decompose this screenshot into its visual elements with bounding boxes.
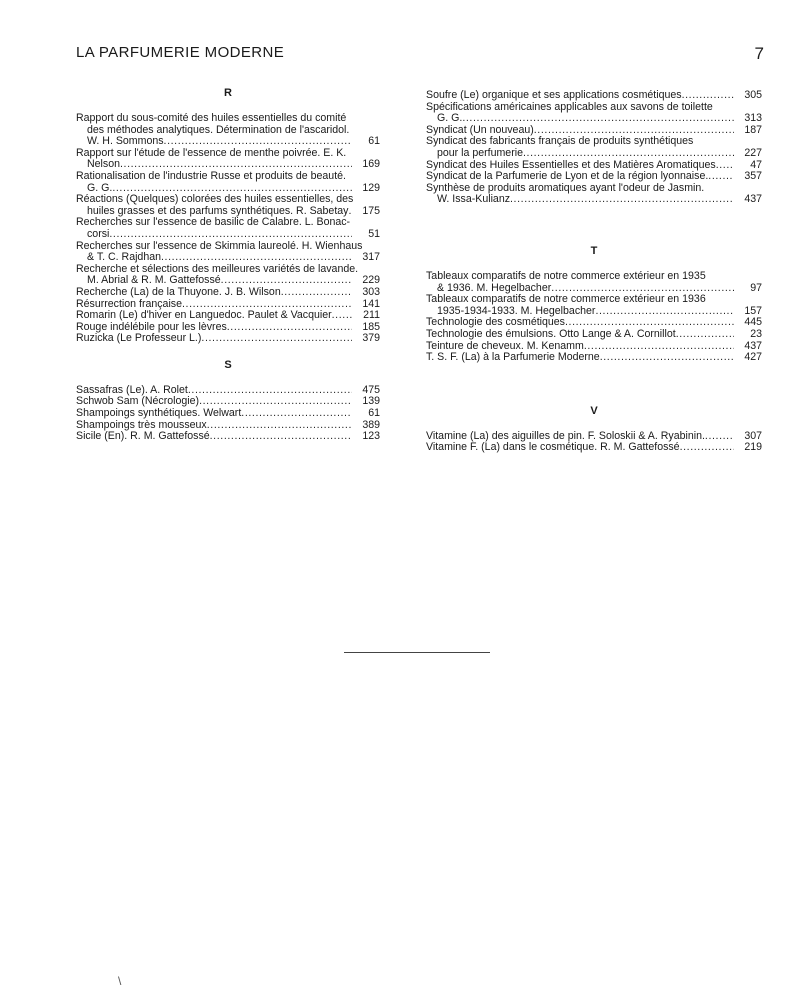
- index-entry: [76, 194, 380, 217]
- index-entry: [426, 102, 762, 125]
- entry-page-number: 307: [744, 429, 762, 442]
- dot-leader: [210, 431, 352, 443]
- entry-title-line: Rouge indélébile pour les lèvres: [76, 320, 227, 333]
- index-entry: [426, 271, 762, 294]
- running-head: LA PARFUMERIE MODERNE: [76, 44, 285, 61]
- entry-title-line: Shampoings très mousseux: [76, 418, 207, 431]
- dot-leader: [600, 352, 734, 364]
- entry-title-line: Recherche (La) de la Thuyone. J. B. Wilson: [76, 285, 281, 298]
- entry-page-number: 139: [362, 395, 380, 408]
- index-section-continued: [426, 90, 762, 206]
- entry-title-line: Nelson: [87, 158, 120, 171]
- entry-title-line: Réactions (Quelques) colorées des huiles essentielles, des: [76, 193, 354, 206]
- entry-title-line: Romarin (Le) d'hiver en Languedoc. Paulet & Vacquier: [76, 309, 332, 322]
- entry-page-number: 475: [362, 383, 380, 396]
- entry-title-line: Rapport sur l'étude de l'essence de menthe poivrée. E. K.: [76, 146, 347, 159]
- entry-last-line: [426, 329, 762, 341]
- entry-page-number: 61: [368, 135, 380, 148]
- index-entry: [76, 148, 380, 171]
- entry-page-number: 427: [744, 351, 762, 364]
- entry-page-number: 317: [362, 251, 380, 264]
- stray-mark: \: [118, 974, 122, 988]
- dot-leader: [676, 329, 734, 341]
- entry-title-line: Rationalisation de l'industrie Russe et produits de beauté.: [76, 169, 346, 182]
- entry-last-line: [76, 252, 380, 264]
- entry-page-number: 141: [362, 297, 380, 310]
- entry-title-line: Soufre (Le) organique et ses applications cosmétiques: [426, 89, 682, 101]
- entry-title-line: Shampoings synthétiques. Welwart: [76, 407, 242, 420]
- entry-title-line: pour la perfumerie: [437, 146, 523, 159]
- index-entry: [76, 113, 380, 148]
- entry-last-line: [426, 352, 762, 364]
- entry-title-line: Syndicat (Un nouveau): [426, 123, 534, 136]
- entry-title-line: Syndicat des fabricants français de produits synthétiques: [426, 135, 694, 148]
- index-entry: [76, 431, 380, 443]
- entry-title-line: Syndicat des Huiles Essentielles et des Matières Aromatiques: [426, 158, 716, 171]
- entry-page-number: 23: [750, 327, 762, 340]
- entry-title-line: 1935-1934-1933. M. Hegelbacher: [437, 304, 596, 317]
- dot-leader: [207, 420, 352, 432]
- entry-title-line: Teinture de cheveux. M. Kenamm: [426, 339, 584, 352]
- section-letter: T: [590, 244, 598, 257]
- index-section-r: [76, 86, 380, 345]
- entry-title-line: Recherche et sélections des meilleures variétés de lavande.: [76, 262, 359, 275]
- entry-page-number: 47: [750, 158, 762, 171]
- entry-title-line: Ruzicka (Le Professeur L.): [76, 332, 202, 345]
- entry-title-line: Vitamine (La) des aiguilles de pin. F. Soloskii & A. Ryabinin.: [426, 429, 705, 442]
- entry-last-line: [426, 442, 762, 454]
- entry-title-line: T. S. F. (La) à la Parfumerie Moderne: [426, 351, 600, 364]
- entry-last-line: [426, 171, 762, 183]
- entry-page-number: 379: [362, 332, 380, 345]
- section-letter: S: [224, 358, 232, 371]
- entry-page-number: 157: [744, 304, 762, 317]
- entry-title-line: W. Issa-Kulianz: [437, 193, 511, 206]
- index-entry: [76, 310, 380, 322]
- index-entry: [426, 136, 762, 159]
- dot-leader: [510, 194, 734, 206]
- entry-title-line: W. H. Sommons: [87, 135, 164, 148]
- entry-page-number: 187: [744, 123, 762, 136]
- entry-title-line: Technologie des émulsions. Otto Lange & A. Cornillot: [426, 327, 676, 340]
- dot-leader: [241, 408, 352, 420]
- dot-leader: [523, 148, 734, 160]
- entry-title-line: Spécifications américaines applicables aux savons de toilette: [426, 100, 713, 113]
- index-column-left: [76, 86, 380, 443]
- dot-leader: [201, 333, 352, 345]
- entry-title-line: Syndicat de la Parfumerie de Lyon et de la région lyonnaise.: [426, 170, 709, 183]
- dot-leader: [332, 310, 352, 322]
- dot-leader: [227, 322, 352, 334]
- dot-leader: [584, 341, 734, 353]
- entry-title-line: Vitamine F. (La) dans le cosmétique. R. M. Gattefossé: [426, 441, 680, 454]
- entry-page-number: 61: [368, 407, 380, 420]
- entry-page-number: 129: [362, 181, 380, 194]
- entry-page-number: 437: [744, 193, 762, 206]
- entry-page-number: 123: [362, 430, 380, 443]
- entry-page-number: 97: [750, 281, 762, 294]
- entry-title-line: G. G.: [437, 112, 463, 125]
- dot-leader: [708, 171, 734, 183]
- entry-title-line: Tableaux comparatifs de notre commerce extérieur en 1936: [426, 293, 706, 306]
- entry-title-line: corsi: [87, 227, 110, 240]
- entry-last-line: [76, 408, 380, 420]
- index-entry: [426, 352, 762, 364]
- entry-title-line: & 1936. M. Hegelbacher: [437, 281, 552, 294]
- entry-page-number: 305: [744, 89, 762, 101]
- entry-title-line: Schwob Sam (Nécrologie): [76, 395, 200, 408]
- entry-page-number: 437: [744, 339, 762, 352]
- entry-page-number: 219: [744, 441, 762, 454]
- horizontal-rule: [344, 652, 490, 653]
- dot-leader: [109, 229, 352, 241]
- dot-leader: [161, 252, 352, 264]
- entry-last-line: [76, 431, 380, 443]
- index-entry: [76, 333, 380, 345]
- index-section-t: [426, 244, 762, 364]
- entry-title-line: G. G.: [87, 181, 113, 194]
- index-entry: [76, 217, 380, 240]
- section-letter: V: [590, 404, 598, 417]
- entry-page-number: 185: [362, 320, 380, 333]
- dot-leader: [680, 442, 734, 454]
- entry-last-line: [426, 90, 762, 102]
- dot-leader: [705, 431, 734, 443]
- index-entry: [76, 171, 380, 194]
- index-entry: [426, 294, 762, 317]
- dot-leader: [595, 306, 734, 318]
- entry-page-number: 169: [362, 158, 380, 171]
- entry-title-line: Technologie des cosmétiques: [426, 316, 565, 329]
- entry-page-number: 211: [363, 309, 380, 322]
- entry-page-number: 229: [362, 274, 380, 287]
- page-number: 7: [754, 44, 764, 63]
- index-entry: [426, 171, 762, 183]
- entry-title-line: Sicile (En). R. M. Gattefossé: [76, 430, 210, 443]
- entry-page-number: 445: [744, 316, 762, 329]
- entry-title-line: Synthèse de produits aromatiques ayant l'odeur de Jasmin.: [426, 181, 705, 194]
- entry-last-line: [76, 333, 380, 345]
- entry-title-line: Sassafras (Le). A. Rolet: [76, 383, 188, 396]
- entry-title-line: Rapport du sous-comité des huiles essentielles du comité: [76, 112, 347, 124]
- index-entry: [76, 287, 380, 299]
- entry-last-line: [76, 287, 380, 299]
- entry-last-line: [76, 229, 380, 241]
- entry-page-number: 175: [362, 204, 380, 217]
- index-entry: [426, 183, 762, 206]
- entry-title-line: Recherches sur l'essence de Skimmia laureolé. H. Wienhaus: [76, 239, 363, 252]
- entry-title-line: huiles grasses et des parfums synthétiques. R. Sabetay: [87, 204, 349, 217]
- index-entry: [76, 241, 380, 264]
- dot-leader: [188, 385, 352, 397]
- index-section-v: [426, 404, 762, 454]
- entry-page-number: 51: [368, 227, 380, 240]
- entry-page-number: 227: [744, 146, 762, 159]
- entry-page-number: 313: [744, 112, 762, 125]
- dot-leader: [716, 160, 734, 172]
- entry-title-line: des méthodes analytiques. Détermination de l'ascaridol.: [87, 123, 350, 136]
- entry-last-line: [426, 194, 762, 206]
- entry-page-number: 303: [362, 285, 380, 298]
- entry-title-line: Recherches sur l'essence de basilic de Calabre. L. Bonac-: [76, 216, 351, 229]
- entry-page-number: 389: [362, 418, 380, 431]
- index-entry: [426, 442, 762, 454]
- index-entry: [76, 264, 380, 287]
- entry-last-line: [76, 310, 380, 322]
- entry-title-line: Résurrection française: [76, 297, 182, 310]
- entry-page-number: 357: [744, 170, 762, 183]
- index-entry: [426, 329, 762, 341]
- entry-title-line: & T. C. Rajdhan: [87, 251, 162, 264]
- index-entry: [426, 90, 762, 102]
- entry-title-line: M. Abrial & R. M. Gattefossé: [87, 274, 221, 287]
- index-column-right: [426, 90, 762, 454]
- index-section-s: [76, 358, 380, 443]
- dot-leader: [281, 287, 352, 299]
- dot-leader: [682, 90, 734, 102]
- index-entry: [76, 408, 380, 420]
- entry-last-line: [426, 148, 762, 160]
- section-letter: R: [224, 87, 232, 99]
- entry-title-line: Tableaux comparatifs de notre commerce extérieur en 1935: [426, 269, 706, 282]
